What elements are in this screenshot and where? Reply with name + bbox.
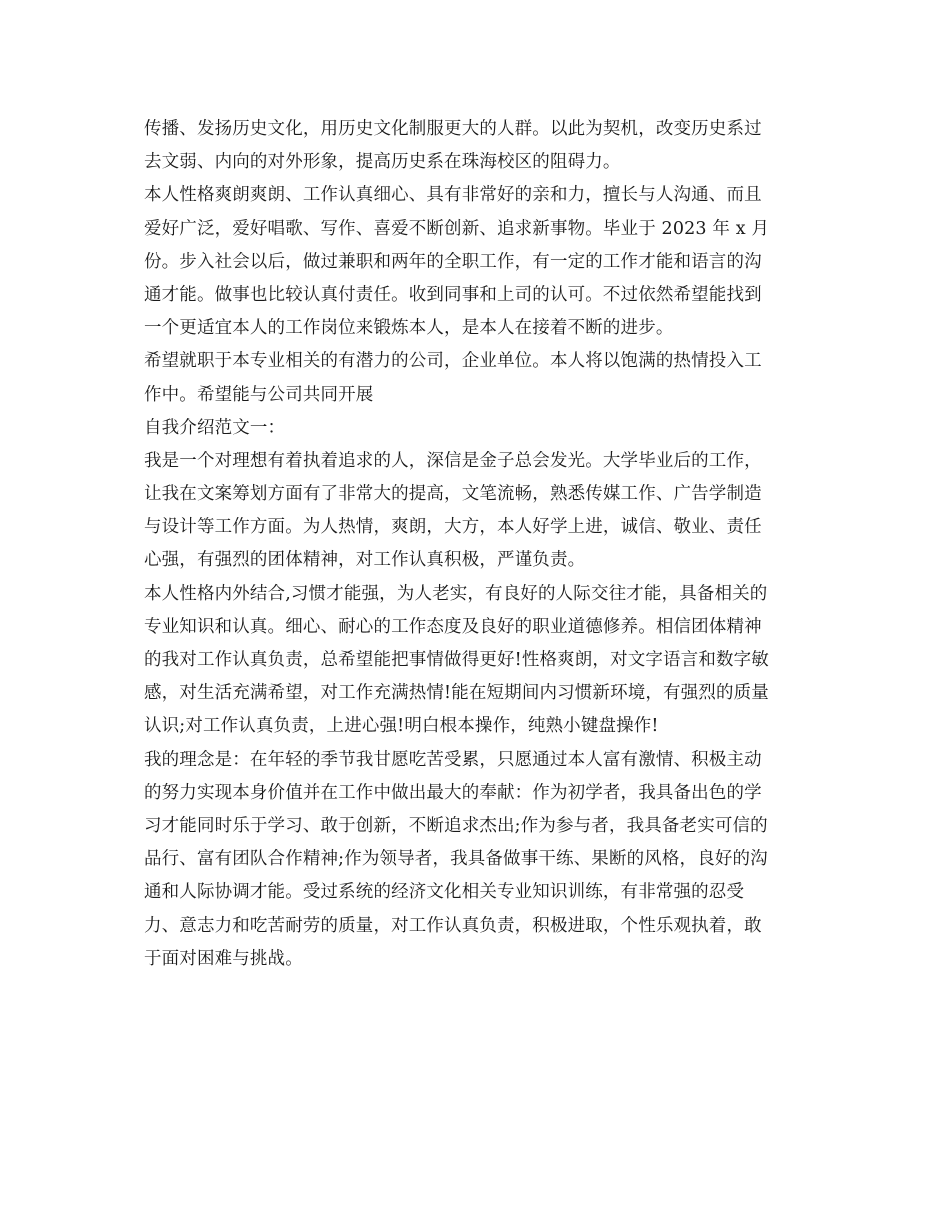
text-line: 的我对工作认真负责，总希望能把事情做得更好!性格爽朗，对文字语言和数字敏 [144,650,769,670]
text-line: 的努力实现本身价值并在工作中做出最大的奉献：作为初学者，我具备出色的学 [144,782,762,803]
text-line: 专业知识和认真。细心、耐心的工作态度及良好的职业道德修养。相信团体精神 [144,616,762,637]
text-line: 力、意志力和吃苦耐劳的质量，对工作认真负责，积极进取，个性乐观执着，敢 [144,915,762,936]
text-line: 习才能同时乐于学习、敢于创新，不断追求杰出;作为参与者，我具备老实可信的 [144,815,768,836]
text-line: 本人性格爽朗爽朗、工作认真细心、具有非常好的亲和力，擅长与人沟通、而且 [144,185,762,206]
text-line: 作中。希望能与公司共同开展 [144,384,374,405]
text-line: 我的理念是：在年轻的季节我甘愿吃苦受累，只愿通过本人富有激情、积极主动 [144,749,762,770]
text-line: 与设计等工作方面。为人热情，爽朗，大方，本人好学上进，诚信、敬业、责任 [144,517,762,538]
text-line: 让我在文案筹划方面有了非常大的提高，文笔流畅，熟悉传媒工作、广告学制造 [144,484,762,505]
text-line: 感，对生活充满希望，对工作充满热情!能在短期间内习惯新环境，有强烈的质量 [144,683,769,704]
section-heading: 自我介绍范文一： [144,417,286,438]
text-line: 爱好广泛，爱好唱歌、写作、喜爱不断创新、追求新事物。毕业于 2023 年 x 月 [144,218,770,239]
document-body [144,113,810,976]
text-line: 希望就职于本专业相关的有潜力的公司，企业单位。本人将以饱满的热情投入工 [144,351,762,372]
text-line: 一个更适宜本人的工作岗位来锻炼本人，是本人在接着不断的进步。 [144,318,674,339]
text-line: 传播、发扬历史文化，用历史文化制服更大的人群。以此为契机，改变历史系过 [144,119,762,139]
text-line: 心强，有强烈的团体精神，对工作认真积极，严谨负责。 [144,550,586,571]
text-line: 我是一个对理想有着执着追求的人，深信是金子总会发光。大学毕业后的工作， [144,450,762,471]
text-line: 通和人际协调才能。受过系统的经济文化相关专业知识训练，有非常强的忍受 [144,882,745,903]
text-line: 份。步入社会以后，做过兼职和两年的全职工作，有一定的工作才能和语言的沟 [144,251,762,272]
text-line: 去文弱、内向的对外形象，提高历史系在珠海校区的阻碍力。 [144,152,621,173]
text-line: 于面对困难与挑战。 [144,948,303,969]
text-line: 认识;对工作认真负责，上进心强!明白根本操作，纯熟小键盘操作! [144,716,659,737]
text-line: 本人性格内外结合,习惯才能强，为人老实，有良好的人际交往才能，具备相关的 [144,583,768,604]
text-line: 通才能。做事也比较认真付责任。收到同事和上司的认可。不过依然希望能找到 [144,284,762,305]
text-line: 品行、富有团队合作精神;作为领导者，我具备做事干练、果断的风格，良好的沟 [144,849,768,870]
